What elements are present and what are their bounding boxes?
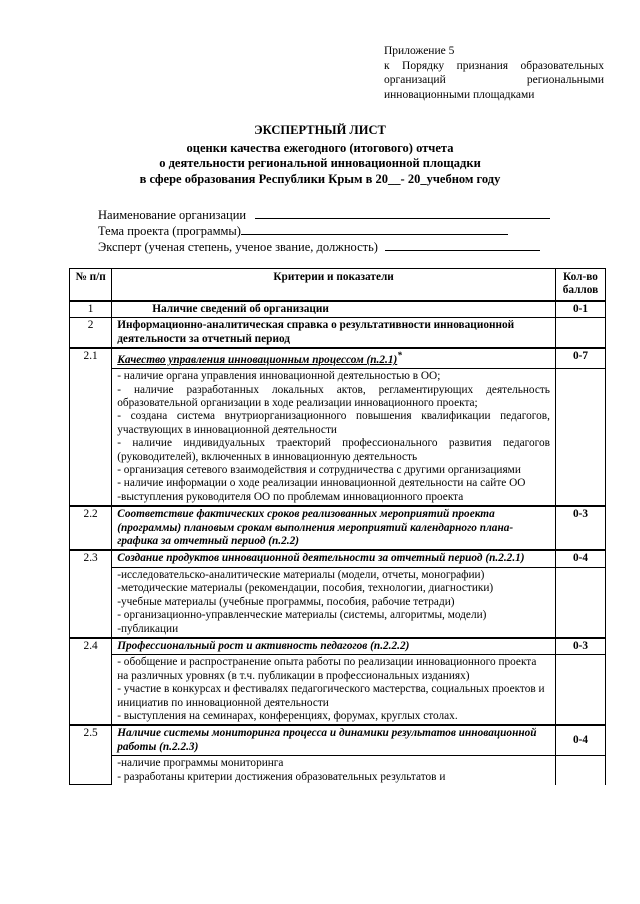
list-item: - разработаны критерии достижения образовательных результатов и [117, 770, 446, 783]
title-line: оценки качества ежегодного (итогового) отчета [186, 140, 454, 155]
topic-label: Тема проекта (программы) [98, 224, 241, 238]
topic-field [98, 223, 550, 239]
table-row [70, 348, 606, 369]
form-fields [98, 207, 550, 255]
row-title: Соответствие фактических сроков реализованных мероприятий проекта (программы) плановым срокам выполнения мероприятий календарного плана-графика за отчетный период (п.2.2) [112, 506, 556, 550]
row-points-empty [555, 655, 605, 726]
organization-blank[interactable] [255, 207, 550, 219]
row-points: 0-4 [555, 550, 605, 567]
list-item: -методические материалы (рекомендации, пособия, технологии, диагностики) [117, 582, 494, 595]
list-item: - организационно-управленческие материалы (системы, алгоритмы, модели) [117, 609, 487, 622]
header-num: № п/п [70, 269, 112, 301]
expert-field [98, 239, 550, 255]
list-item: - обобщение и распространение опыта работы по реализации инновационного проекта на различных уровнях (в т.ч. публикации в профессиональных изданиях) [117, 656, 537, 682]
row-points: 0-4 [555, 725, 605, 755]
list-item: - организация сетевого взаимодействия и сотрудничества с другими организациями [117, 464, 521, 477]
row-points [555, 318, 605, 348]
appendix-note [384, 44, 604, 102]
row-points-empty [555, 756, 605, 785]
table-row [70, 301, 606, 318]
list-item: - наличие индивидуальных траекторий профессионального развития педагогов (руководителей), включенных в инновационную деятельность [117, 437, 550, 463]
row-points-empty [555, 567, 605, 638]
row-title: Наличие сведений об организации [112, 301, 556, 318]
list-item: -публикации [117, 622, 179, 635]
appendix-line: инновационными площадками [384, 88, 535, 101]
table-row [70, 506, 606, 550]
title-line: о деятельности региональной инновационной площадки [159, 156, 481, 170]
row-num: 2.5 [70, 725, 112, 785]
row-num: 2.3 [70, 550, 112, 637]
row-points: 0-3 [555, 638, 605, 655]
organization-label: Наименование организации [98, 208, 247, 222]
criteria-table [69, 268, 606, 785]
list-item: - наличие органа управления инновационной деятельностью в ОО; [117, 370, 441, 383]
table-row-details [70, 567, 606, 638]
row-num: 2.4 [70, 638, 112, 725]
footnote-mark: * [397, 351, 402, 362]
title-line: в сфере образования Республики Крым в 20__- 20_учебном году [139, 171, 501, 186]
row-num: 2.1 [70, 348, 112, 506]
row-title-text: Качество управления инновационным процессом (п.2.1) [117, 353, 398, 366]
topic-blank[interactable] [241, 223, 508, 235]
row-num: 2 [70, 318, 112, 348]
table-row-details [70, 655, 606, 726]
expert-label: Эксперт (ученая степень, ученое звание, должность) [98, 240, 378, 254]
row-num: 1 [70, 301, 112, 318]
table-row-details [70, 369, 606, 507]
list-item: -учебные материалы (учебные программы, пособия, рабочие тетради) [117, 595, 455, 608]
expert-blank[interactable] [385, 239, 540, 251]
list-item: -выступления руководителя ОО по проблемам инновационного проекта [117, 490, 464, 503]
header-points: Кол-во баллов [555, 269, 605, 301]
list-item: - участие в конкурсах и фестивалях педагогического мастерства, социальных проектов и инициатив по инновационной деятельности [117, 683, 545, 709]
list-item: -исследовательско-аналитические материалы (модели, отчеты, монографии) [117, 568, 485, 581]
table-row [70, 550, 606, 567]
row-items [112, 655, 556, 726]
row-title: Наличие системы мониторинга процесса и динамики результатов инновационной работы (п.2.2.3) [112, 725, 556, 755]
organization-field [98, 207, 550, 223]
appendix-line: к Порядку признания образовательных [384, 59, 604, 72]
table-header-row [70, 269, 606, 301]
row-items [112, 756, 556, 785]
row-title: Профессиональный рост и активность педагогов (п.2.2.2) [112, 638, 556, 655]
row-items [112, 567, 556, 638]
row-title [112, 348, 556, 369]
appendix-line: организаций региональными [384, 74, 604, 86]
row-points: 0-3 [555, 506, 605, 550]
header-criteria: Критерии и показатели [112, 269, 556, 301]
row-items [112, 369, 556, 507]
list-item: -наличие программы мониторинга [117, 757, 284, 770]
list-item: - наличие разработанных локальных актов, регламентирующих деятельность образовательной организации в ходе реализации инновационного проекта; [117, 383, 550, 410]
list-item: - выступления на семинарах, конференциях, форумах, круглых столах. [117, 709, 458, 722]
row-num: 2.2 [70, 506, 112, 550]
row-title: Информационно-аналитическая справка о результативности инновационной деятельности за отчетный период [112, 318, 556, 348]
title-heading: ЭКСПЕРТНЫЙ ЛИСТ [254, 123, 386, 137]
table-row [70, 638, 606, 655]
row-points: 0-7 [555, 348, 605, 369]
list-item: - создана система внутриорганизационного повышения квалификации педагогов, участвующих в инновационной деятельности [117, 410, 550, 436]
table-row [70, 318, 606, 348]
appendix-line: Приложение 5 [384, 45, 455, 57]
document-title [0, 123, 640, 187]
list-item: - наличие информации о ходе реализации инновационной деятельности на сайте ОО [117, 477, 526, 490]
table-row-details [70, 756, 606, 785]
row-points: 0-1 [555, 301, 605, 318]
row-points-empty [555, 369, 605, 507]
table-row [70, 725, 606, 755]
row-title: Создание продуктов инновационной деятельности за отчетный период (п.2.2.1) [112, 550, 556, 567]
